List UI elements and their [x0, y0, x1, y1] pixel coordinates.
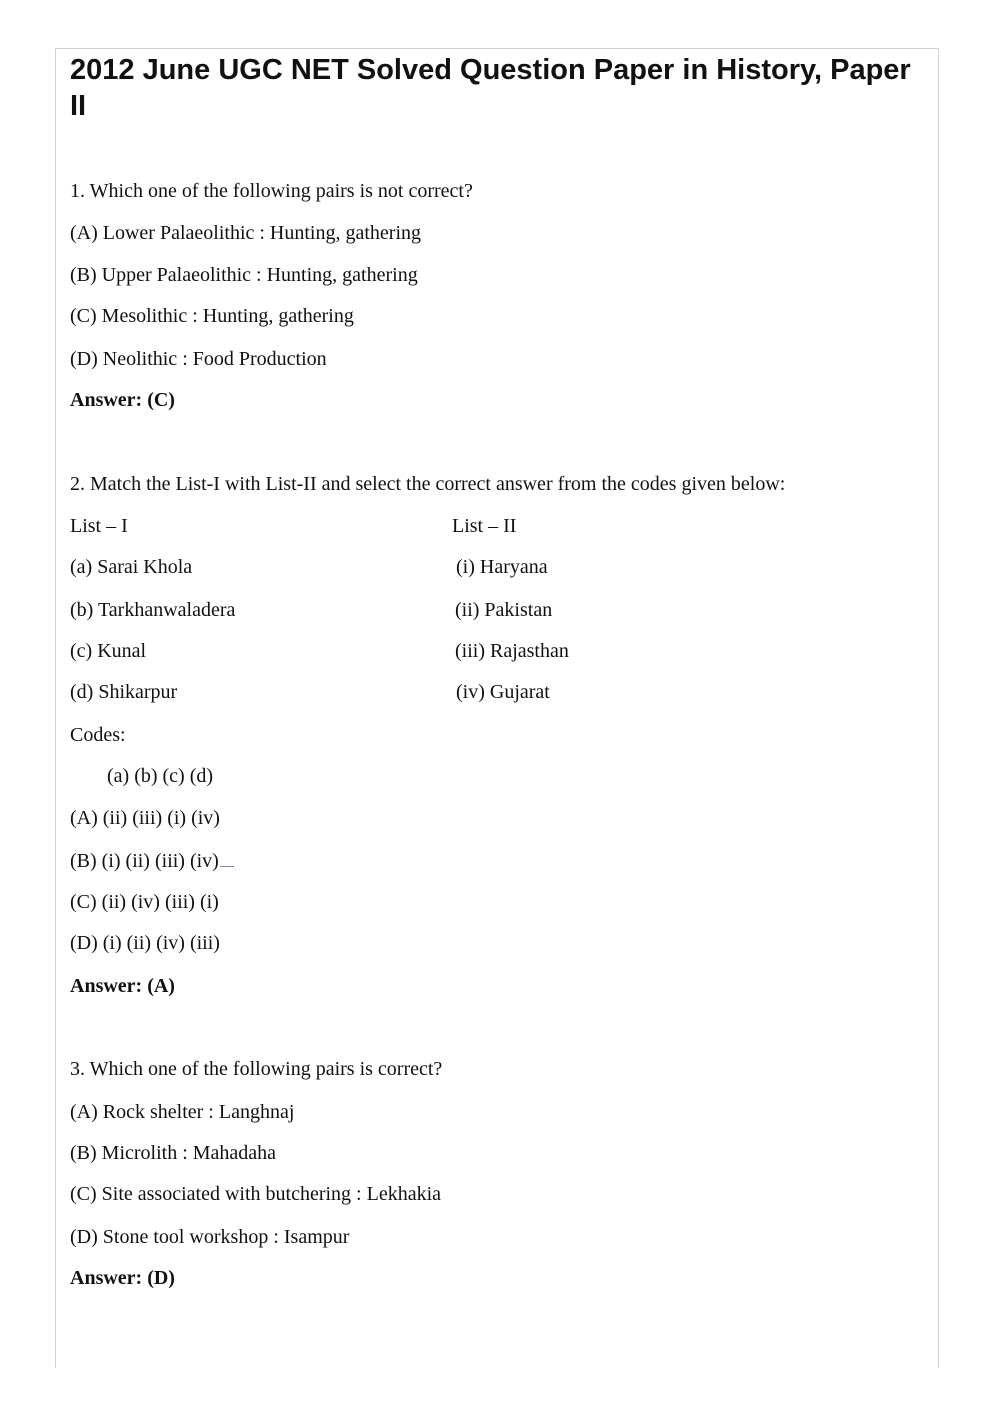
question-2-option-d: (D) (i) (ii) (iv) (iii) [70, 932, 220, 954]
question-2-option-c: (C) (ii) (iv) (iii) (i) [70, 891, 219, 913]
codes-label: Codes: [70, 724, 126, 746]
page-frame [55, 48, 939, 1368]
list-2-item-i: (i) Haryana [456, 556, 548, 578]
question-1-option-d: (D) Neolithic : Food Production [70, 348, 327, 370]
page-title: 2012 June UGC NET Solved Question Paper in History, Paper II [70, 54, 911, 122]
question-1-option-a: (A) Lower Palaeolithic : Hunting, gathering [70, 222, 422, 244]
list-1-header: List – I [70, 515, 128, 537]
question-2-answer: Answer: (A) [70, 975, 175, 997]
list-2-item-iv: (iv) Gujarat [456, 681, 550, 703]
question-3-option-b: (B) Microlith : Mahadaha [70, 1142, 277, 1164]
question-3-option-a: (A) Rock shelter : Langhnaj [70, 1101, 295, 1123]
list-1-item-a: (a) Sarai Khola [70, 556, 193, 578]
question-1-option-b: (B) Upper Palaeolithic : Hunting, gathering [70, 264, 418, 286]
text-cursor-marker [220, 865, 234, 867]
list-2-item-iii: (iii) Rajasthan [455, 640, 569, 662]
question-1-text: 1. Which one of the following pairs is not correct? [70, 180, 473, 202]
list-2-item-ii: (ii) Pakistan [455, 599, 553, 621]
question-2-text: 2. Match the List-I with List-II and select the correct answer from the codes given below: [70, 473, 786, 495]
question-3-text: 3. Which one of the following pairs is correct? [70, 1058, 443, 1080]
question-3-option-c: (C) Site associated with butchering : Lekhakia [70, 1183, 442, 1205]
list-1-item-b: (b) Tarkhanwaladera [70, 599, 236, 621]
list-1-item-d: (d) Shikarpur [70, 681, 178, 703]
question-1-answer: Answer: (C) [70, 389, 175, 411]
question-2-option-b-row [70, 849, 234, 873]
question-2-option-a: (A) (ii) (iii) (i) (iv) [70, 807, 220, 829]
list-2-header: List – II [452, 515, 517, 537]
list-1-item-c: (c) Kunal [70, 640, 147, 662]
question-1-option-c: (C) Mesolithic : Hunting, gathering [70, 305, 354, 327]
question-3-answer: Answer: (D) [70, 1267, 175, 1289]
question-3-option-d: (D) Stone tool workshop : Isampur [70, 1226, 350, 1248]
question-2-option-b: (B) (i) (ii) (iii) (iv) [70, 850, 219, 872]
codes-header: (a) (b) (c) (d) [107, 765, 214, 787]
